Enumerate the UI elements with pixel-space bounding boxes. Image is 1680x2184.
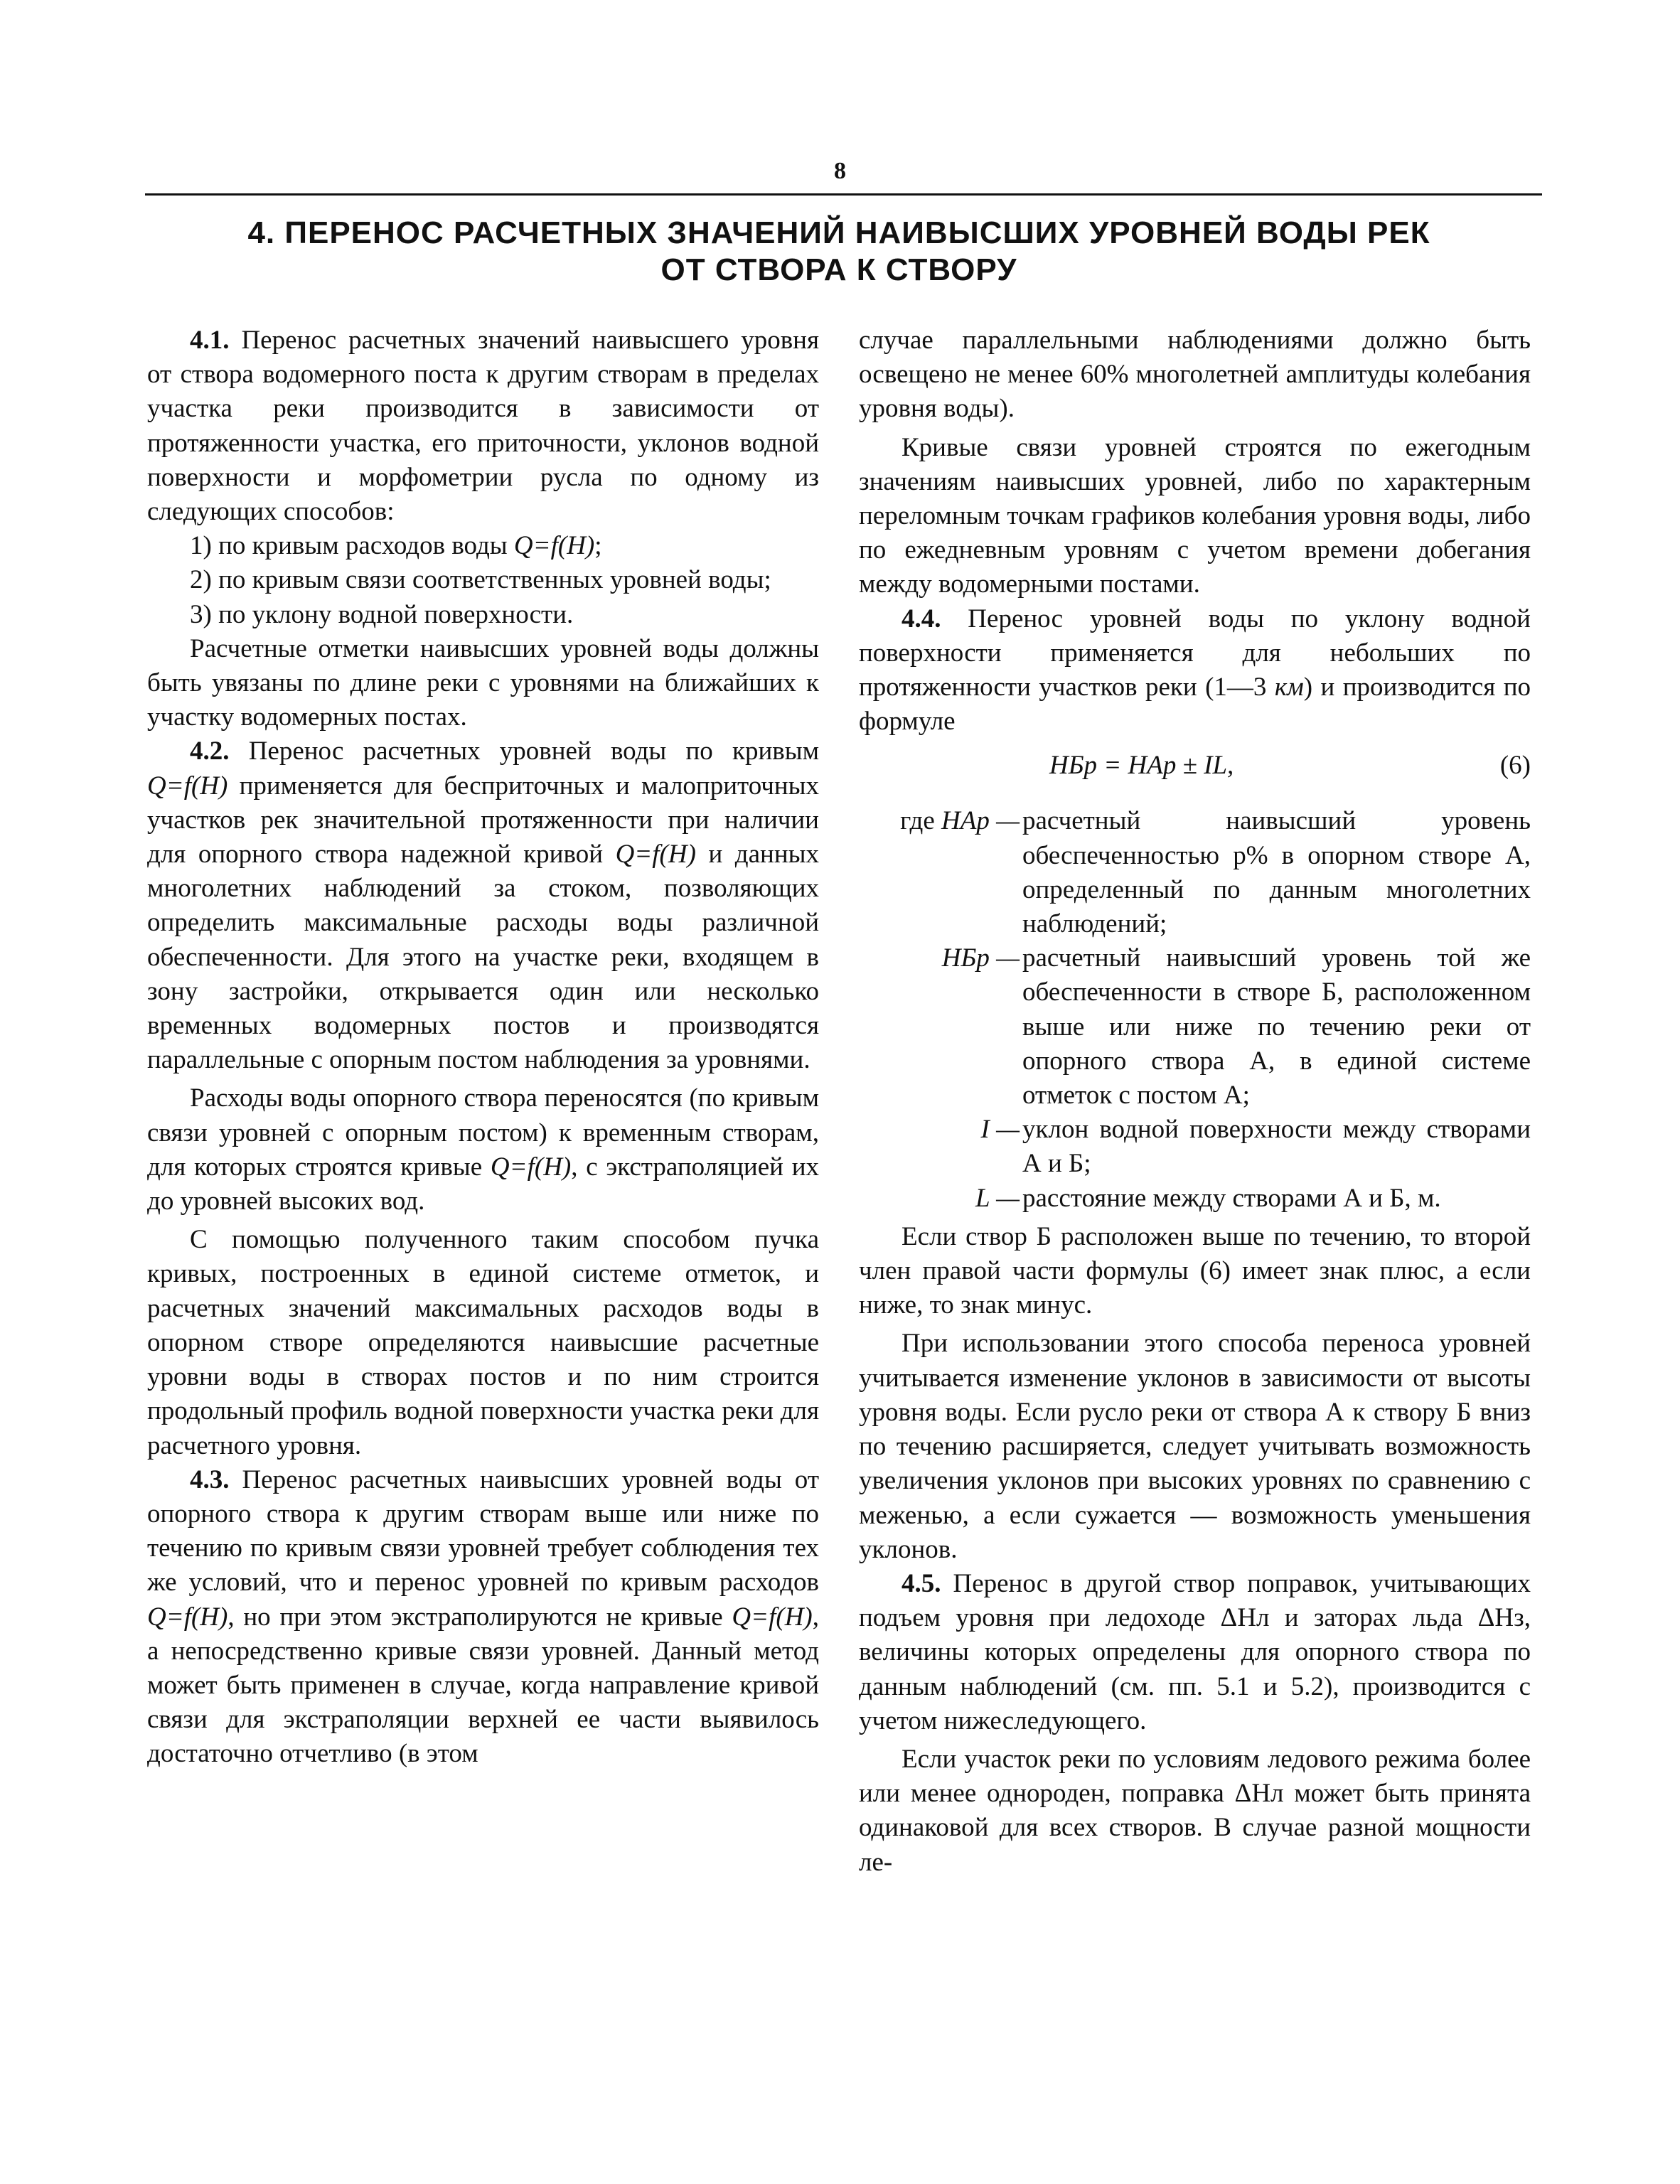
definition-text: расчетный наивысший уровень той же обеспеченности в створе Б, расположенном выше или ниже по течению реки от опорного створа А, в единой системе отметок с постом А; xyxy=(1022,943,1531,1110)
paragraph-sign-rule: Если створ Б расположен выше по течению, то второй член правой части формулы (6) имеет знак плюс, а если ниже, то знак минус. xyxy=(859,1221,1531,1320)
variable-definitions xyxy=(859,804,1531,1215)
formula-inline: Q=f(H) xyxy=(147,1602,228,1632)
formula-number: (6) xyxy=(1499,751,1531,781)
paragraph-4-4: 4.4. Перенос уровней воды по уклону водной поверхности применяется для небольших по протяженности участков реки (1—3 км) и производится по формуле xyxy=(859,604,1531,737)
clause-number: 4.2. xyxy=(190,737,230,766)
paragraph-discharges: Расходы воды опорного створа переносятся (по кривым связи уровней с опорным постом) к временным створам, для которых строятся кривые Q=f(H), с экстраполяцией их до уровней высоких вод. xyxy=(147,1083,819,1216)
section-title-line-1: 4. ПЕРЕНОС РАСЧЕТНЫХ ЗНАЧЕНИЙ НАИВЫСШИХ УРОВНЕЙ ВОДЫ РЕК xyxy=(247,215,1430,250)
section-title xyxy=(142,215,1536,289)
list-item-2: 2) по кривым связи соответственных уровней воды; xyxy=(190,565,771,595)
paragraph-4-1: 4.1. Перенос расчетных значений наивысшего уровня от створа водомерного поста к другим створам в пределах участка реки производится в зависимости от протяженности участка, его приточности, уклонов водной поверхности и морфометрии русла по одному из следующих способов: xyxy=(147,326,819,527)
formula-inline: Q=f(H) xyxy=(490,1152,572,1182)
formula-6 xyxy=(859,749,1531,786)
list-item-3: 3) по уклону водной поверхности. xyxy=(190,599,574,629)
paragraph-continuation: случае параллельными наблюдениями должно быть освещено не менее 60% многолетней амплитуды колебания уровня воды). xyxy=(859,326,1531,424)
clause-number: 4.1. xyxy=(190,326,230,355)
paragraph-level-curves: Кривые связи уровней строятся по ежегодным значениям наивысших уровней, либо по характерным переломным точкам графиков колебания уровня воды, либо по ежедневным уровням с учетом времени добегания между водомерными постами. xyxy=(859,432,1531,599)
clause-number: 4.5. xyxy=(901,1568,941,1598)
definition-item xyxy=(859,941,1531,1113)
header-divider xyxy=(145,193,1542,196)
definition-symbol: HБр — xyxy=(941,943,1020,973)
clause-number: 4.3. xyxy=(190,1465,230,1494)
paragraph-curves-bundle: С помощью полученного таким способом пучка кривых, построенных в единой системе отметок, и расчетных значений максимальных расходов воды в опорном створе определяются наивысшие расчетные уровни воды в створах постов и по ним строится продольный профиль водной поверхности участка реки для расчетного уровня. xyxy=(147,1225,819,1460)
paragraph-4-5: 4.5. Перенос в другой створ поправок, учитывающих подъем уровня при ледоходе ΔHл и заторах льда ΔHз, величины которых определены для опорного створа по данным наблюдений (см. пп. 5.1 и 5.2), производится с учетом нижеследующего. xyxy=(859,1568,1531,1735)
formula-inline: Q=f(H) xyxy=(615,840,696,869)
paragraph-marks: Расчетные отметки наивысших уровней воды должны быть увязаны по длине реки с уровнями на ближайших к участку водомерных постах. xyxy=(147,633,819,732)
paragraph-4-3: 4.3. Перенос расчетных наивысших уровней воды от опорного створа к другим створам выше или ниже по течению по кривым связи уровней требует соблюдения тех же условий, что и перенос уровней по кривым расходов Q=f(H), но при этом экстраполируются не кривые Q=f(H), а непосредственно кривые связи уровней. Данный метод может быть применен в случае, когда направление кривой связи для экстраполяции верхней ее части выявилось достаточно отчетливо (в этом xyxy=(147,1465,819,1769)
paragraph-ice-regime: Если участок реки по условиям ледового режима более или менее однороден, поправка ΔHл может быть принята одинаковой для всех створов. В случае разной мощности ле- xyxy=(859,1744,1531,1877)
definition-item xyxy=(859,1113,1531,1181)
clause-number: 4.4. xyxy=(901,604,941,633)
definition-symbol: где HАр — xyxy=(900,806,1020,836)
list-item-1: 1) по кривым расходов воды Q=f(H); xyxy=(190,531,602,561)
definition-item xyxy=(859,804,1531,941)
definition-text: расчетный наивысший уровень обеспеченностью p% в опорном створе А, определенный по данным многолетних наблюдений; xyxy=(1022,806,1531,939)
definition-symbol: I — xyxy=(980,1115,1020,1145)
formula-inline: Q=f(H) xyxy=(513,531,595,561)
paragraph-slopes: При использовании этого способа переноса уровней учитывается изменение уклонов в зависимости от высоты уровня воды. Если русло реки от створа А к створу Б вниз по течению расширяется, следует учитывать возможность увеличения уклонов при высоких уровнях по сравнению с меженью, а если сужается — возможность уменьшения уклонов. xyxy=(859,1329,1531,1564)
section-title-line-2: ОТ СТВОРА К СТВОРУ xyxy=(660,252,1017,287)
formula-inline: Q=f(H) xyxy=(732,1602,813,1632)
definition-text: уклон водной поверхности между створами А и Б; xyxy=(1022,1115,1531,1179)
definition-text: расстояние между створами А и Б, м. xyxy=(1022,1183,1441,1213)
definition-symbol: L — xyxy=(975,1183,1020,1213)
formula-expression: HБр = HАр ± IL, xyxy=(1049,751,1234,781)
right-column xyxy=(859,323,1531,1880)
definition-item xyxy=(859,1182,1531,1216)
page-number: 8 xyxy=(834,158,846,184)
formula-inline: Q=f(H) xyxy=(147,771,228,801)
paragraph-4-2: 4.2. Перенос расчетных уровней воды по кривым Q=f(H) применяется для бесприточных и малоприточных участков рек значительной протяженности при наличии для опорного створа надежной кривой Q=f(H) и данных многолетних наблюдений за стоком, позволяющих определить максимальные расходы воды различной обеспеченности. Для этого на участке реки, входящем в зону застройки, открывается один или несколько временных водомерных постов и производятся параллельные с опорным постом наблюдения за уровнями. xyxy=(147,737,820,1075)
left-column xyxy=(147,323,819,1772)
